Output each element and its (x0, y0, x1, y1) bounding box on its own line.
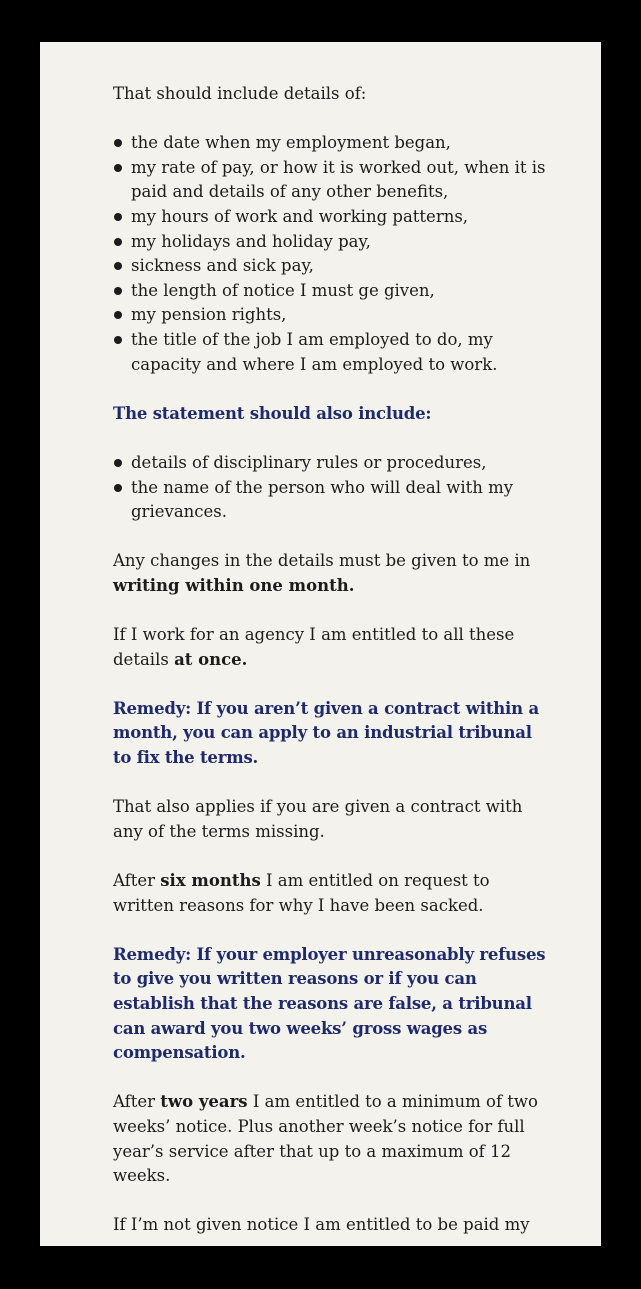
list-item: the length of notice I must ge given, (113, 279, 553, 304)
two-years-before: After (113, 1092, 161, 1112)
missing-terms-paragraph: That also applies if you are given a contract with any of the terms missing. (113, 797, 523, 841)
notice-paragraph: If I’m not given notice I am entitled to be paid my (113, 1215, 530, 1235)
list-item: the date when my employment began, (113, 131, 553, 156)
six-months-bold: six months (160, 871, 261, 890)
list-item: my pension rights, (113, 303, 553, 328)
agency-text: If I work for an agency I am entitled to all these details (113, 625, 515, 669)
agency-bold: at once. (174, 649, 248, 669)
list-item: the title of the job I am employed to do, my capacity and where I am employed to work. (113, 328, 553, 377)
list-item: my hours of work and working patterns, (113, 205, 553, 230)
statement-list (113, 451, 553, 525)
six-months-before: After (113, 871, 161, 890)
intro-text: That should include details of: (113, 84, 367, 103)
list-item: my holidays and holiday pay, (113, 230, 553, 255)
six-months-after: I am entitled on request to written reasons for why I have been sacked. (113, 871, 490, 915)
list-item: sickness and sick pay, (113, 254, 553, 279)
list-item: the name of the person who will deal with my grievances. (113, 476, 553, 525)
changes-bold: writing within one month. (113, 575, 355, 595)
page-content (113, 82, 553, 1238)
changes-text: Any changes in the details must be given to me in (113, 551, 531, 571)
document-page (40, 42, 601, 1246)
list-item: details of disciplinary rules or procedures, (113, 451, 553, 476)
changes-paragraph (113, 549, 553, 598)
six-months-paragraph (113, 869, 553, 918)
statement-heading: The statement should also include: (113, 403, 432, 423)
list-item: my rate of pay, or how it is worked out, when it is paid and details of any other benefits, (113, 156, 553, 205)
two-years-paragraph (113, 1090, 553, 1188)
two-years-bold: two years (160, 1092, 248, 1112)
remedy-reasons: Remedy: If your employer unreasonably refuses to give you written reasons or if you can establish that the reasons are false, a tribunal can award you two weeks’ gross wages as compensation. (113, 944, 546, 1063)
remedy-contract: Remedy: If you aren’t given a contract within a month, you can apply to an industrial tribunal to fix the terms. (113, 698, 539, 768)
two-years-after: I am entitled to a minimum of two weeks’ notice. Plus another week’s notice for full year’s service after that up to a maximum of 12 weeks. (113, 1092, 538, 1186)
details-list (113, 131, 553, 377)
agency-paragraph (113, 623, 553, 672)
